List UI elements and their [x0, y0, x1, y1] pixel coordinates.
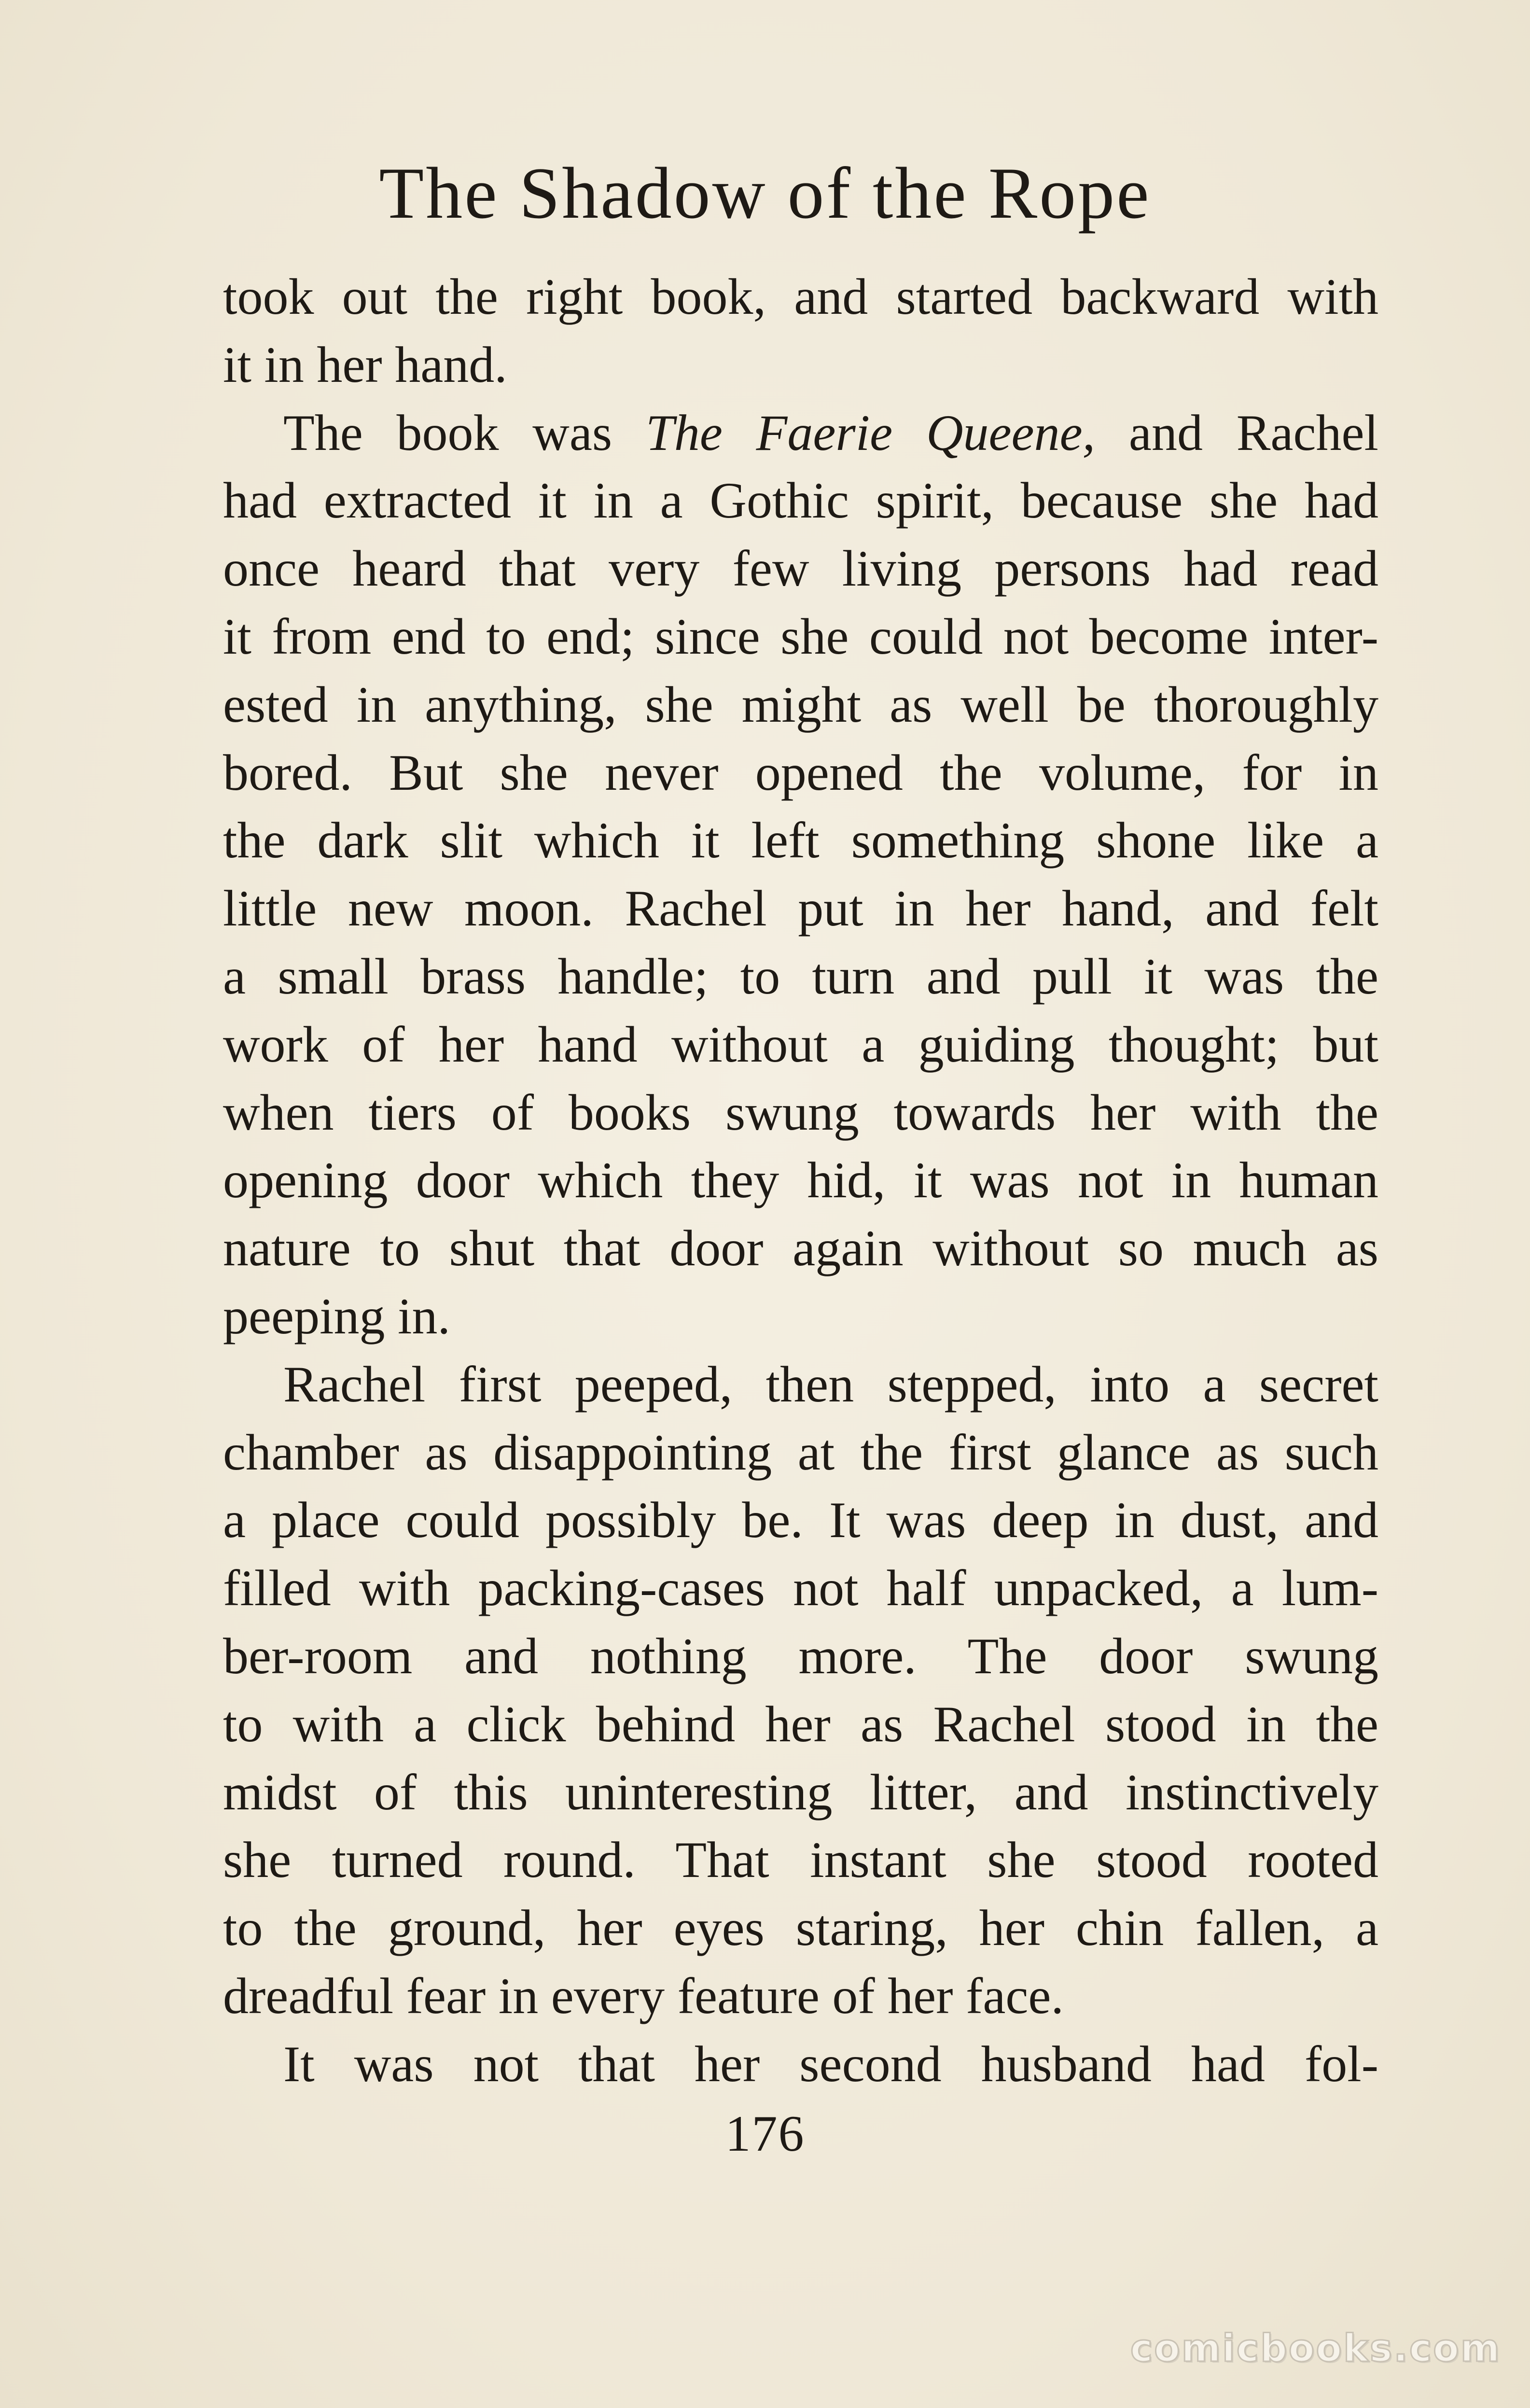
text-line: It was not that her second husband had fol- — [283, 2035, 1378, 2092]
text-line: took out the right book, and started backward with — [223, 268, 1378, 325]
text-line-end: and Rachel — [1095, 404, 1378, 461]
text-line: midst of this uninteresting litter, and instinctively — [223, 1764, 1378, 1820]
text-line: when tiers of books swung towards her with the — [223, 1084, 1378, 1141]
text-line: it in her hand. — [223, 336, 507, 393]
text-line: once heard that very few living persons had read — [223, 540, 1378, 597]
text-line: it from end to end; since she could not become inter- — [223, 608, 1378, 665]
book-title-italic: The Faerie Queene, — [645, 404, 1096, 461]
running-head: The Shadow of the Rope — [379, 153, 1151, 234]
text-line — [223, 399, 1378, 467]
text-line: filled with packing-cases not half unpacked, a lum- — [223, 1560, 1378, 1617]
text-line: ber-room and nothing more. The door swung — [223, 1627, 1378, 1684]
text-line: opening door which they hid, it was not in human — [223, 1152, 1378, 1209]
text-line: dreadful fear in every feature of her face. — [223, 1967, 1064, 2024]
text-line: Rachel first peeped, then stepped, into a secret — [283, 1356, 1378, 1413]
text-line: the dark slit which it left something shone like a — [223, 812, 1378, 869]
text-line: little new moon. Rachel put in her hand, and felt — [223, 880, 1378, 937]
text-line: bored. But she never opened the volume, for in — [223, 744, 1378, 801]
text-line: to the ground, her eyes staring, her chin fallen, a — [223, 1900, 1378, 1957]
text-line: chamber as disappointing at the first glance as such — [223, 1424, 1378, 1481]
text-line: work of her hand without a guiding thought; but — [223, 1016, 1378, 1073]
text-line: nature to shut that door again without so much as — [223, 1220, 1378, 1277]
text-line: had extracted it in a Gothic spirit, because she had — [223, 472, 1378, 529]
text-line: a small brass handle; to turn and pull it was the — [223, 948, 1378, 1005]
text-line: ested in anything, she might as well be thoroughly — [223, 676, 1378, 733]
text-line-start: The book was — [283, 404, 646, 461]
body-text — [223, 263, 1378, 2099]
watermark: comicbooks.com — [1130, 2327, 1501, 2370]
page-number: 176 — [725, 2105, 805, 2162]
text-line: peeping in. — [223, 1288, 450, 1344]
text-line: a place could possibly be. It was deep in dust, and — [223, 1492, 1378, 1549]
text-line: to with a click behind her as Rachel stood in the — [223, 1695, 1378, 1752]
text-line: she turned round. That instant she stood rooted — [223, 1832, 1378, 1889]
